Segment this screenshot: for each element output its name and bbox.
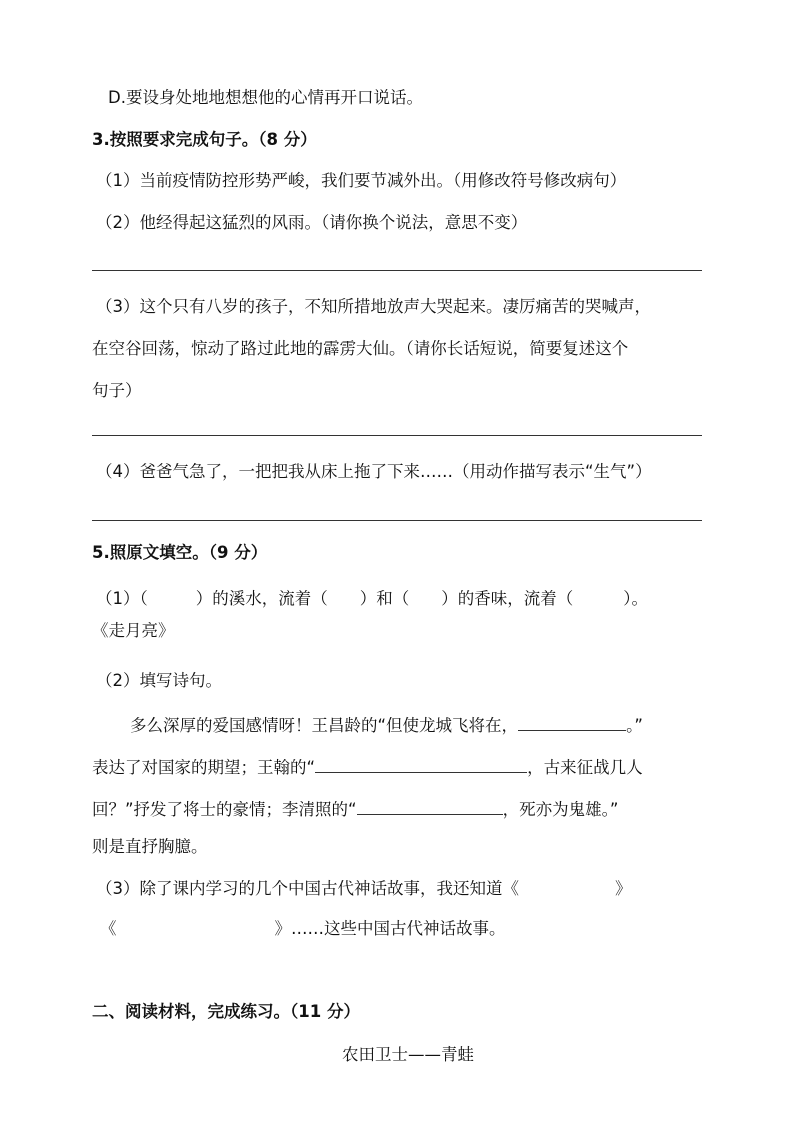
q5-item-1-part: ）的溪水，流着（ [195,589,328,608]
q3-item-3-line-3: 句子） [92,381,142,400]
section-2-heading: 二、阅读材料，完成练习。（11 分） [92,1002,360,1021]
q5-item-3-text: 》……这些中国古代神话故事。 [274,919,506,938]
q5-item-1 [96,588,648,610]
poem-text: 回？”抒发了将士的豪情；李清照的“ [92,800,357,819]
q5-item-3-text: 》 [615,879,632,898]
poem-line-4: 则是直抒胸臆。 [92,837,208,856]
q5-item-2-title: （2）填写诗句。 [96,671,222,690]
q5-item-1-part: ）。 [623,589,648,608]
poem-text: 多么深厚的爱国感情呀！王昌龄的“但使龙城飞将在， [130,716,519,735]
poem-blank[interactable] [315,756,527,773]
q5-item-3-line-2 [100,918,506,940]
answer-line [92,270,702,271]
q5-item-3-text: 《 [100,919,117,938]
poem-blank[interactable] [357,798,503,815]
poem-line-1 [130,714,643,737]
poem-text: 。” [626,716,643,735]
q5-item-1-part: ）和（ [359,589,410,608]
poem-blank[interactable] [518,714,626,731]
q5-item-1-source: 《走月亮》 [92,621,175,640]
option-d: D.要设身处地地想想他的心情再开口说话。 [108,88,423,107]
answer-line [92,520,702,521]
q3-item-1: （1）当前疫情防控形势严峻，我们要节减外出。（用修改符号修改病句） [96,171,627,190]
q3-heading: 3.按照要求完成句子。（8 分） [92,130,317,149]
q5-item-3-line-1 [96,878,632,900]
answer-line [92,435,702,436]
q3-item-3-line-2: 在空谷回荡，惊动了路过此地的霹雳大仙。（请你长话短说，简要复述这个 [92,339,629,358]
poem-text: ，古来征战几人 [527,758,643,777]
q5-item-1-part: （1）（ [96,589,148,608]
q3-item-4: （4）爸爸气急了，一把把我从床上拖了下来……（用动作描写表示“生气”） [96,462,652,481]
poem-text: 表达了对国家的期望；王翰的“ [92,758,316,777]
q5-item-1-part: ）的香味，流着（ [441,589,574,608]
reading-title: 农田卫士——青蛙 [342,1045,474,1064]
q5-heading: 5.照原文填空。（9 分） [92,543,268,562]
q3-item-3-line-1: （3）这个只有八岁的孩子，不知所措地放声大哭起来。凄厉痛苦的哭喊声， [96,297,651,316]
q3-item-2: （2）他经得起这猛烈的风雨。（请你换个说法，意思不变） [96,213,528,232]
poem-line-2 [92,756,643,779]
poem-text: ，死亦为鬼雄。” [502,800,619,819]
q5-item-3-text: （3）除了课内学习的几个中国古代神话故事，我还知道《 [96,879,519,898]
poem-line-3 [92,798,618,821]
